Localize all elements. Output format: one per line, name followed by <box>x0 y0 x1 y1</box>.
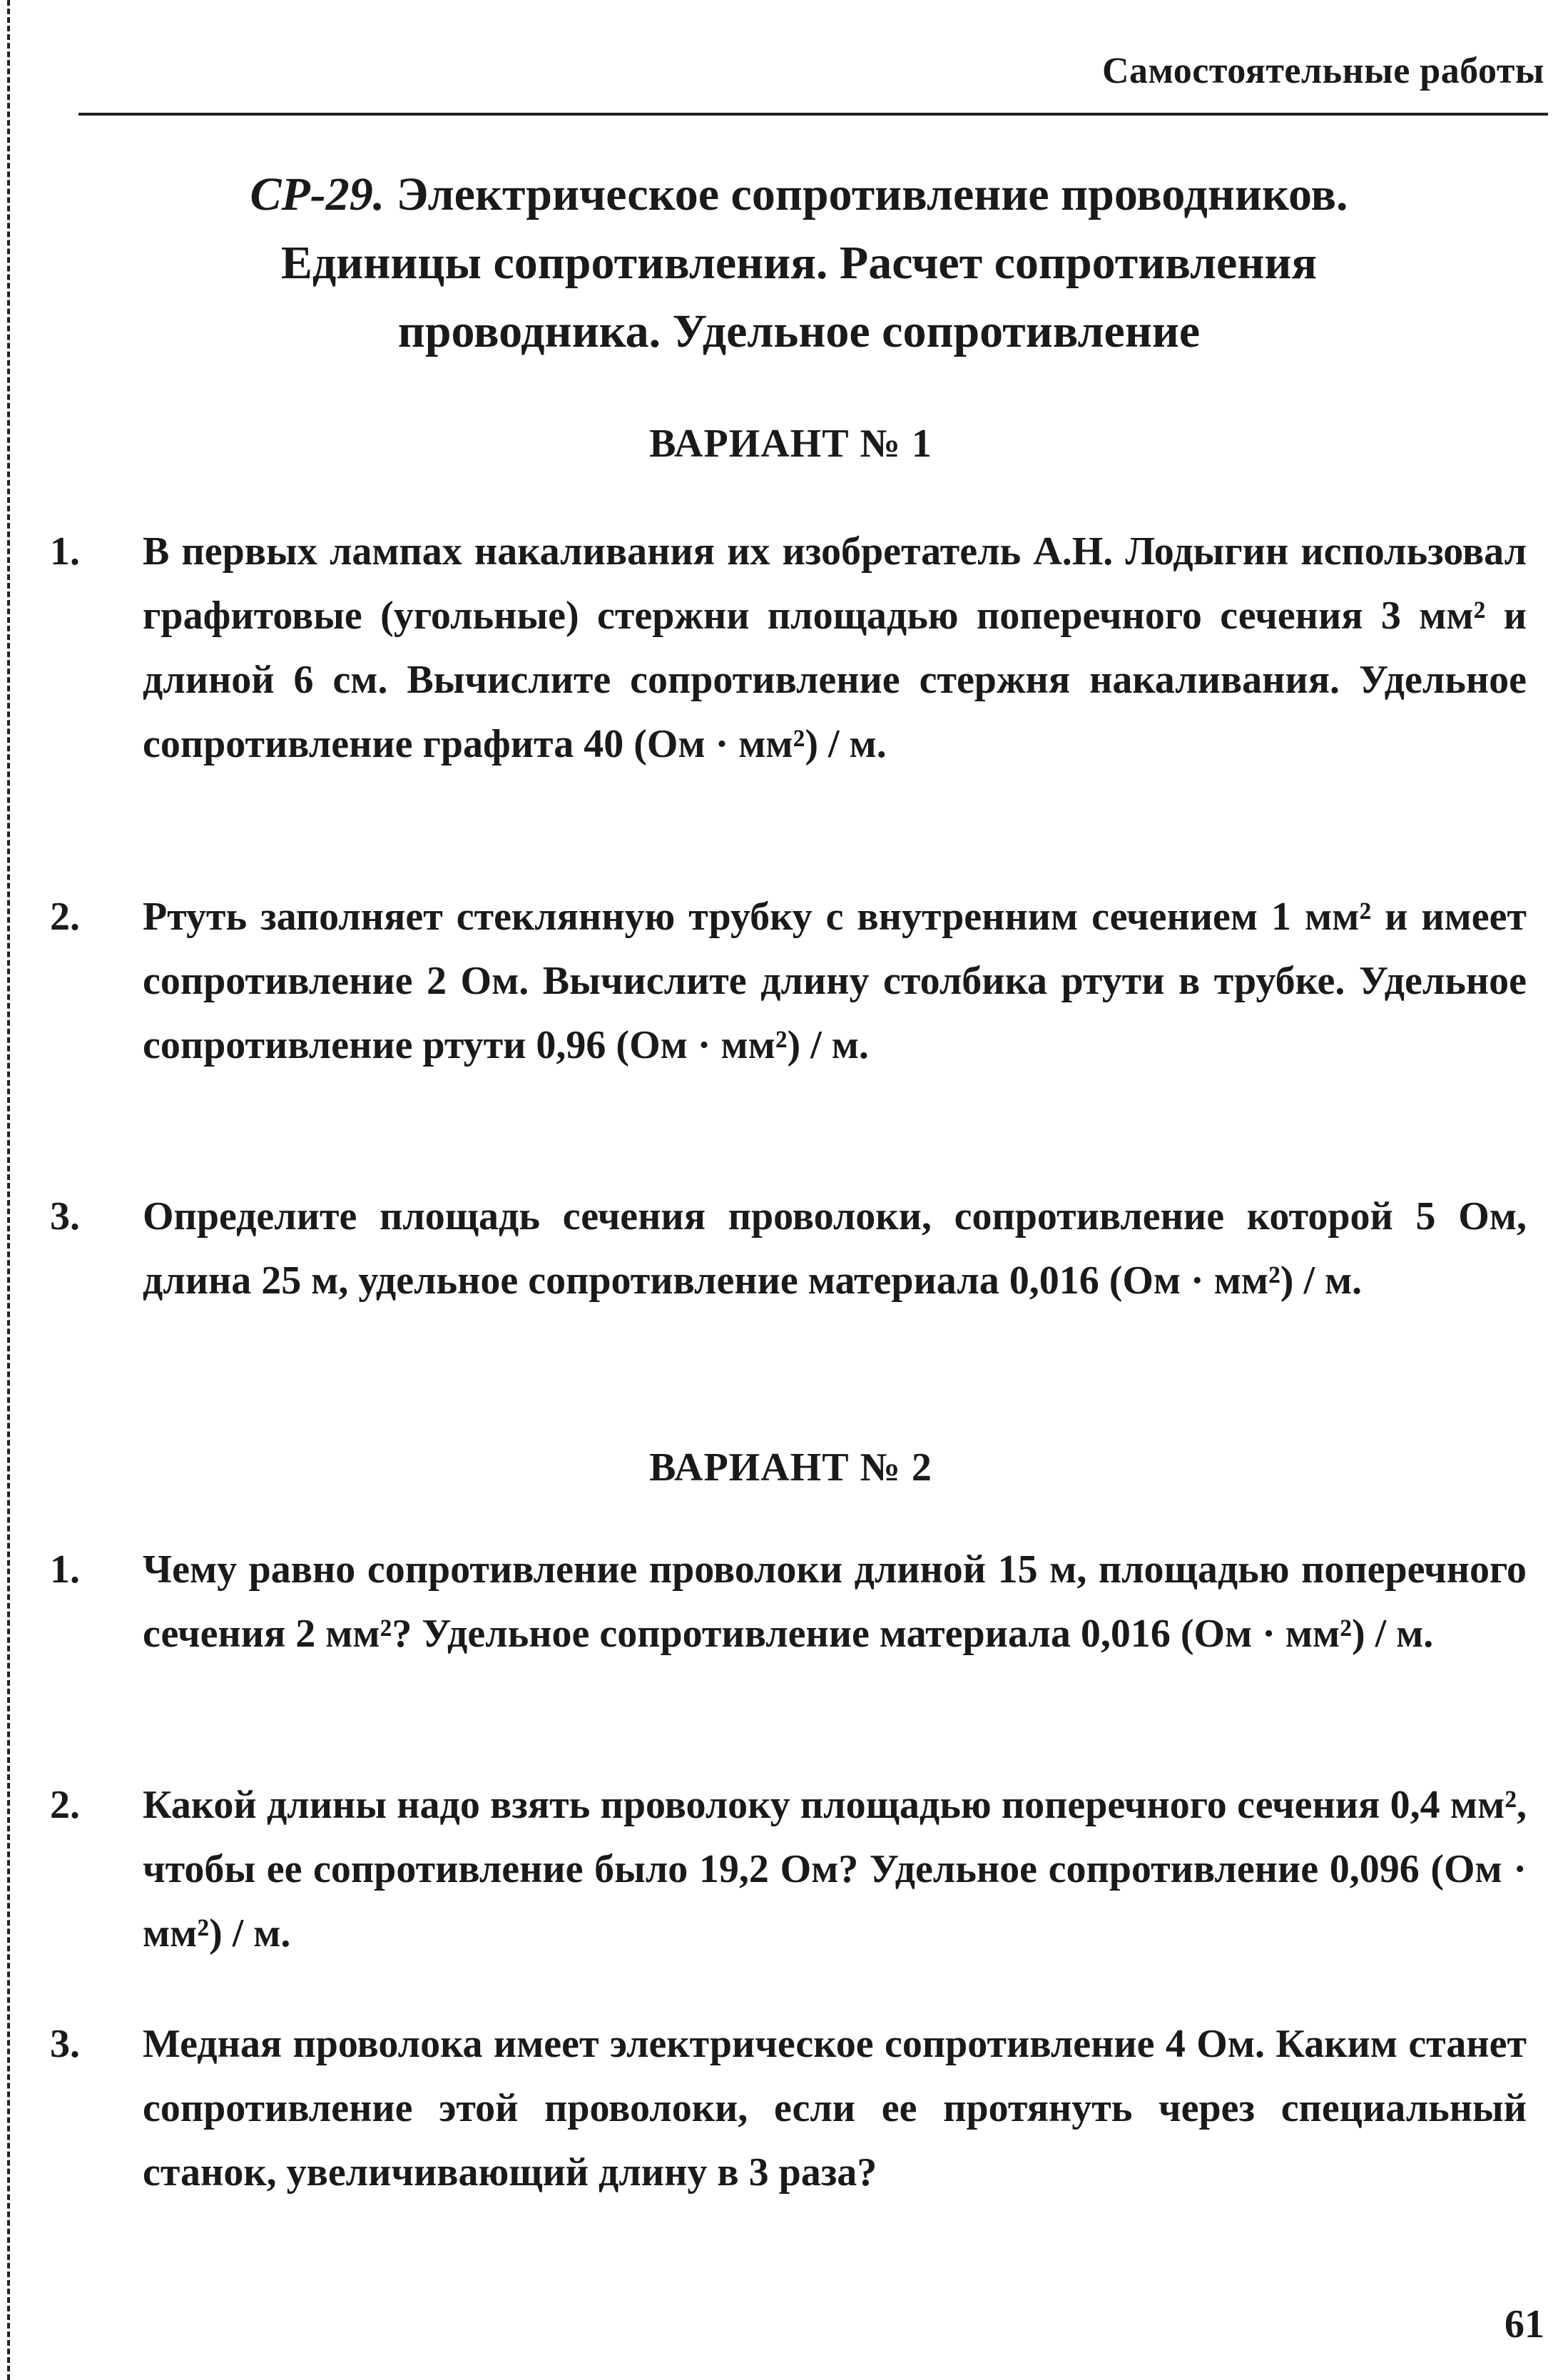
section-code: СР-29. <box>250 168 385 220</box>
running-header: Самостоятельные работы <box>1102 51 1544 91</box>
task-text: В первых лампах накаливания их изобретатель А.Н. Лодыгин использовал графитовые (угольные) стержни площадью поперечного сечения 3 мм² и длиной 6 см. Вычислите сопротивление стержня накаливания. Удельное сопротивление графита 40 (Ом · мм²) / м. <box>143 529 1527 766</box>
task-text: Медная проволока имеет электрическое сопротивление 4 Ом. Каким станет сопротивление этой проволоки, если ее протянуть через специальный станок, увеличивающий длину в 3 раза? <box>143 2022 1527 2195</box>
variant-1-heading: ВАРИАНТ № 1 <box>649 422 932 466</box>
task-text: Ртуть заполняет стеклянную трубку с внутренним сечением 1 мм² и имеет сопротивление 2 Ом. Вычислите длину столбика ртути в трубке. Удельное сопротивление ртути 0,96 (Ом · мм²) / м. <box>143 895 1527 1067</box>
title-line-2: Единицы сопротивления. Расчет сопротивления <box>280 237 1318 289</box>
section-title <box>121 161 1477 366</box>
variant-2-heading: ВАРИАНТ № 2 <box>649 1445 932 1490</box>
header-rule <box>78 113 1548 116</box>
title-line-3: проводника. Удельное сопротивление <box>397 305 1201 357</box>
task-text: Чему равно сопротивление проволоки длиной 15 м, площадью поперечного сечения 2 мм²? Удельное сопротивление материала 0,016 (Ом · мм²) / м. <box>143 1547 1527 1656</box>
task-number: 1. <box>50 1547 80 1592</box>
task-number: 1. <box>50 529 80 574</box>
task-text: Определите площадь сечения проволоки, сопротивление которой 5 Ом, длина 25 м, удельное сопротивление материала 0,016 (Ом · мм²) / м. <box>143 1194 1527 1303</box>
task-number: 3. <box>50 1194 80 1239</box>
task-number: 2. <box>50 895 80 939</box>
task-number: 3. <box>50 2022 80 2066</box>
title-line-1: Электрическое сопротивление проводников. <box>396 168 1348 220</box>
page-number: 61 <box>1504 2302 1544 2346</box>
binding-cut-line <box>7 0 10 2380</box>
task-text: Какой длины надо взять проволоку площадью поперечного сечения 0,4 мм², чтобы ее сопротивление было 19,2 Ом? Удельное сопротивление 0,096 (Ом · мм²) / м. <box>143 1783 1527 1956</box>
task-number: 2. <box>50 1783 80 1827</box>
